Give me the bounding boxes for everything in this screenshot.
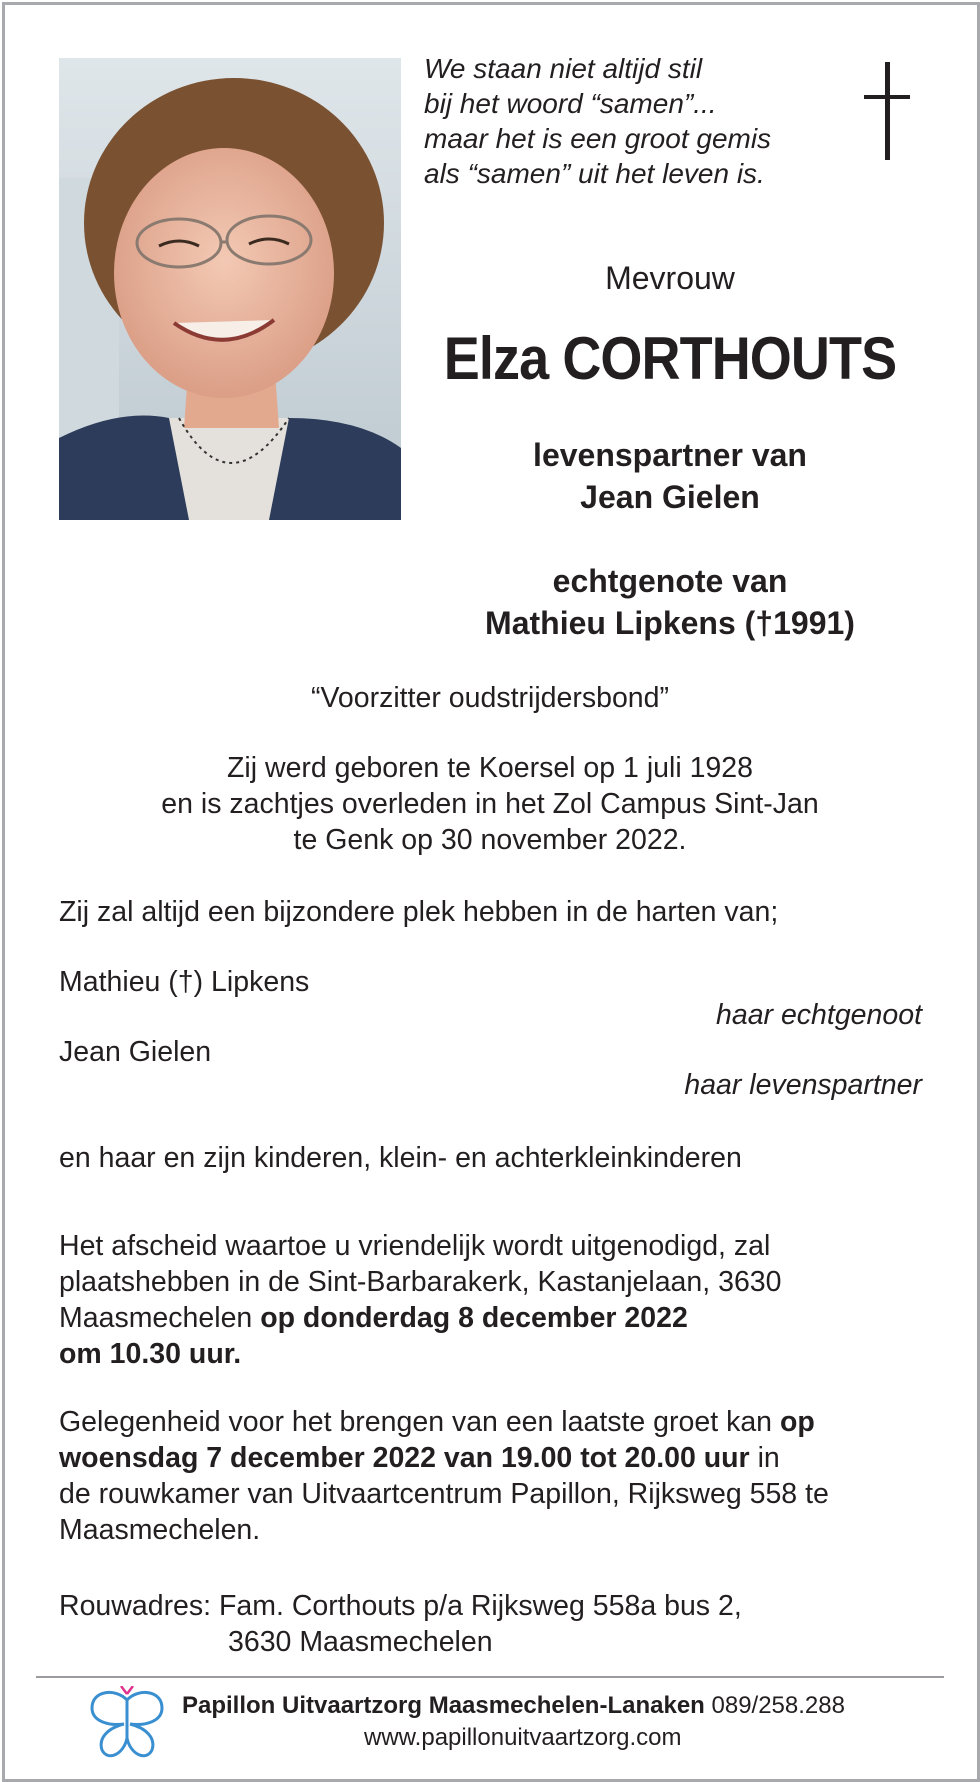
deceased-name: Elza CORTHOUTS: [443, 325, 897, 392]
mourner-role: haar levenspartner: [684, 1069, 922, 1101]
relation-partner: [400, 434, 940, 518]
family-line: en haar en zijn kinderen, klein- en achterkleinkinderen: [59, 1142, 742, 1174]
mourner-name: Jean Gielen: [59, 1036, 212, 1068]
relation-person: Jean Gielen: [580, 479, 760, 515]
portrait-photo: [59, 58, 401, 520]
mourner-name: Mathieu (†) Lipkens: [59, 966, 310, 998]
company-name: Papillon Uitvaartzorg Maasmechelen-Lanaken: [182, 1692, 705, 1719]
company-website[interactable]: www.papillonuitvaartzorg.com: [364, 1724, 682, 1751]
address-line: 3630 Maasmechelen: [228, 1626, 493, 1658]
footer-company-line: [182, 1692, 845, 1720]
birth-death-text: [59, 750, 921, 858]
ceremony-time: om 10.30 uur.: [59, 1338, 242, 1370]
visitation-bold: op: [779, 1406, 815, 1438]
relation-person: Mathieu Lipkens (†1991): [485, 605, 855, 641]
relation-spouse: [400, 560, 940, 644]
butterfly-logo-icon: [88, 1686, 166, 1760]
mourner-role: haar echtgenoot: [716, 999, 922, 1031]
birth-death-line: Zij werd geboren te Koersel op 1 juli 1928: [227, 752, 753, 784]
ceremony-date: op donderdag 8 december 2022: [260, 1302, 688, 1334]
footer-divider: [36, 1676, 944, 1678]
visitation-paragraph: [59, 1404, 921, 1548]
poem-line: als “samen” uit het leven is.: [424, 158, 765, 189]
address-line: Rouwadres: Fam. Corthouts p/a Rijksweg 558a bus 2,: [59, 1590, 742, 1622]
mourning-address: [59, 1588, 921, 1660]
ceremony-place: Maasmechelen: [59, 1302, 261, 1334]
salutation: Mevrouw: [605, 260, 735, 296]
relation-label: echtgenote van: [552, 563, 788, 599]
poem-line: We staan niet altijd stil: [424, 53, 703, 84]
cross-icon: [864, 62, 910, 160]
relation-label: levenspartner van: [533, 437, 807, 473]
intro-line: Zij zal altijd een bijzondere plek hebben in de harten van;: [59, 896, 779, 928]
visitation-line: de rouwkamer van Uitvaartcentrum Papillon, Rijksweg 558 te: [59, 1478, 829, 1510]
ceremony-line: Het afscheid waartoe u vriendelijk wordt uitgenodigd, zal: [59, 1230, 771, 1262]
poem: [424, 51, 771, 191]
visitation-date: woensdag 7 december 2022 van 19.00 tot 20.00 uur: [59, 1442, 750, 1474]
birth-death-line: en is zachtjes overleden in het Zol Campus Sint-Jan: [161, 788, 819, 820]
ceremony-paragraph: [59, 1228, 921, 1372]
visitation-line: [59, 1404, 921, 1440]
visitation-text: in: [749, 1442, 780, 1474]
function-quote: “Voorzitter oudstrijdersbond”: [310, 682, 669, 714]
visitation-text: Gelegenheid voor het brengen van een laatste groet kan: [59, 1406, 780, 1438]
poem-line: maar het is een groot gemis: [424, 123, 772, 154]
ceremony-line: plaatshebben in de Sint-Barbarakerk, Kastanjelaan, 3630: [59, 1266, 782, 1298]
visitation-line: Maasmechelen.: [59, 1514, 261, 1546]
visitation-line: [59, 1440, 921, 1476]
ceremony-line: [59, 1336, 921, 1372]
birth-death-line: te Genk op 30 november 2022.: [293, 824, 687, 856]
poem-line: bij het woord “samen”...: [424, 88, 717, 119]
company-phone: 089/258.288: [704, 1692, 845, 1719]
ceremony-line: [59, 1300, 921, 1336]
